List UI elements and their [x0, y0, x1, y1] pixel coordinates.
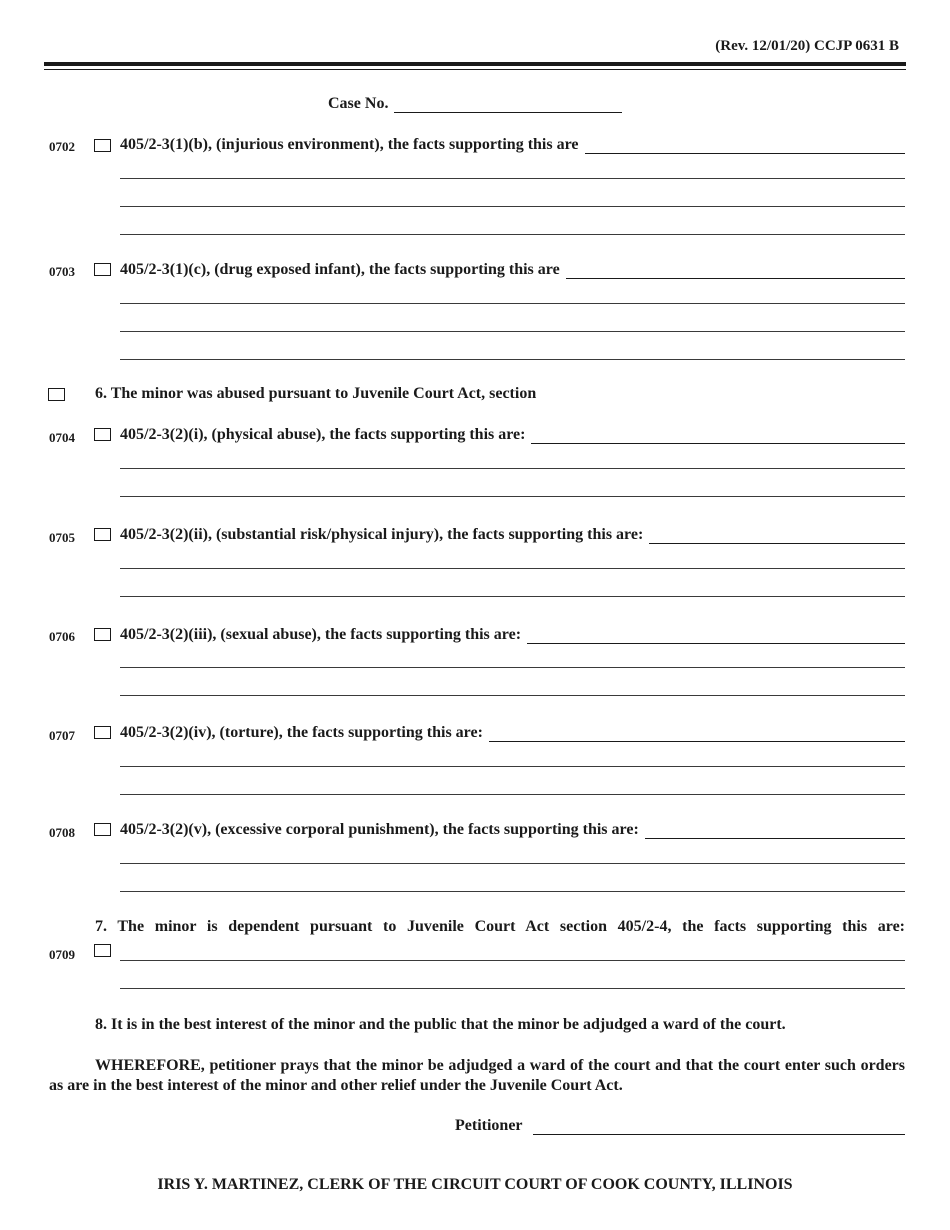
wherefore-paragraph: WHEREFORE, petitioner prays that the minor be adjudged a ward of the court and that the court enter such orders as are in the best interest of the minor and other relief under the Juvenile Court Act.	[49, 1057, 905, 1094]
item-0703-fill-line[interactable]	[566, 264, 905, 279]
item-0705	[120, 526, 905, 544]
checkbox-0709[interactable]	[94, 944, 111, 957]
item-0705-fill-line[interactable]	[649, 529, 905, 544]
item-code-0709: 0709	[49, 947, 75, 962]
facts-line[interactable]	[120, 863, 905, 864]
facts-line[interactable]	[120, 234, 905, 235]
item-0705-text: 405/2-3(2)(ii), (substantial risk/physical injury), the facts supporting this are:	[120, 526, 644, 543]
case-number-row	[328, 95, 622, 113]
checkbox-0708[interactable]	[94, 823, 111, 836]
facts-line[interactable]	[120, 794, 905, 795]
item-code-0708: 0708	[49, 825, 75, 840]
facts-line[interactable]	[120, 960, 905, 961]
facts-line[interactable]	[120, 303, 905, 304]
facts-line[interactable]	[120, 206, 905, 207]
facts-line[interactable]	[120, 496, 905, 497]
item-0703	[120, 261, 905, 279]
item-code-0705: 0705	[49, 530, 75, 545]
item-0702-text: 405/2-3(1)(b), (injurious environment), the facts supporting this are	[120, 136, 579, 153]
item-code-0707: 0707	[49, 728, 75, 743]
item-0707-fill-line[interactable]	[489, 727, 905, 742]
item-0708-fill-line[interactable]	[645, 824, 905, 839]
item-code-0706: 0706	[49, 629, 75, 644]
checkbox-0706[interactable]	[94, 628, 111, 641]
case-number-label: Case No.	[328, 95, 389, 112]
item-0707-text: 405/2-3(2)(iv), (torture), the facts supporting this are:	[120, 724, 483, 741]
section-7-text: 7. The minor is dependent pursuant to Juvenile Court Act section 405/2-4, the facts supporting this are:	[95, 918, 905, 935]
item-code-0704: 0704	[49, 430, 75, 445]
facts-line[interactable]	[120, 667, 905, 668]
checkbox-0705[interactable]	[94, 528, 111, 541]
facts-line[interactable]	[120, 468, 905, 469]
facts-line[interactable]	[120, 568, 905, 569]
form-revision: (Rev. 12/01/20) CCJP 0631 B	[715, 38, 899, 54]
petitioner-label: Petitioner	[455, 1117, 523, 1134]
facts-line[interactable]	[120, 988, 905, 989]
item-0708	[120, 821, 905, 839]
item-0704-fill-line[interactable]	[531, 429, 905, 444]
facts-line[interactable]	[120, 891, 905, 892]
checkbox-section-6[interactable]	[48, 388, 65, 401]
item-0702-fill-line[interactable]	[585, 139, 905, 154]
facts-line[interactable]	[120, 331, 905, 332]
header-rule-thick	[44, 62, 906, 66]
case-number-field[interactable]	[394, 98, 622, 113]
item-0708-text: 405/2-3(2)(v), (excessive corporal punishment), the facts supporting this are:	[120, 821, 639, 838]
facts-line[interactable]	[120, 695, 905, 696]
facts-line[interactable]	[120, 596, 905, 597]
item-0702	[120, 136, 905, 154]
item-0707	[120, 724, 905, 742]
item-0703-text: 405/2-3(1)(c), (drug exposed infant), the facts supporting this are	[120, 261, 560, 278]
facts-line[interactable]	[120, 359, 905, 360]
petitioner-signature-row	[455, 1117, 905, 1135]
item-0704	[120, 426, 905, 444]
item-0704-text: 405/2-3(2)(i), (physical abuse), the facts supporting this are:	[120, 426, 526, 443]
checkbox-0707[interactable]	[94, 726, 111, 739]
header-rule-thin	[44, 69, 906, 70]
item-code-0703: 0703	[49, 264, 75, 279]
item-code-0702: 0702	[49, 139, 75, 154]
clerk-footer: IRIS Y. MARTINEZ, CLERK OF THE CIRCUIT COURT OF COOK COUNTY, ILLINOIS	[157, 1176, 793, 1193]
checkbox-0704[interactable]	[94, 428, 111, 441]
checkbox-0702[interactable]	[94, 139, 111, 152]
facts-line[interactable]	[120, 766, 905, 767]
item-0706	[120, 626, 905, 644]
item-0706-fill-line[interactable]	[527, 629, 905, 644]
section-6-heading: 6. The minor was abused pursuant to Juvenile Court Act, section	[95, 385, 537, 402]
petitioner-signature-line[interactable]	[533, 1120, 905, 1135]
item-0706-text: 405/2-3(2)(iii), (sexual abuse), the facts supporting this are:	[120, 626, 522, 643]
facts-line[interactable]	[120, 178, 905, 179]
section-8-text: 8. It is in the best interest of the minor and the public that the minor be adjudged a ward of the court.	[95, 1016, 786, 1033]
checkbox-0703[interactable]	[94, 263, 111, 276]
